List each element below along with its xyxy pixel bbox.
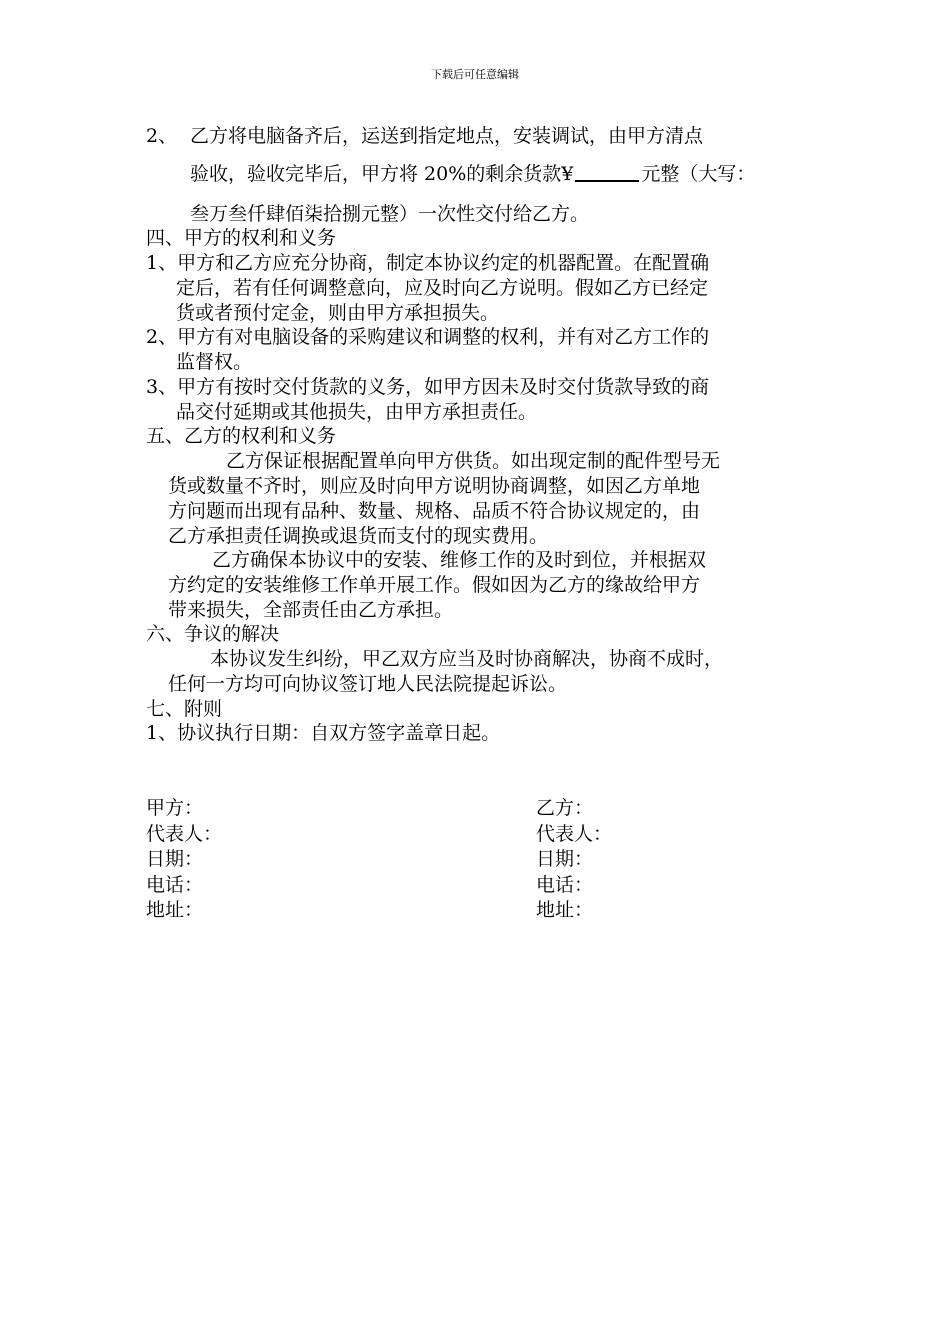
page-header: 下载后可任意编辑 (431, 68, 519, 81)
section-heading: 七、附则 (146, 698, 223, 720)
paragraph-line: 监督权。 (176, 351, 253, 373)
paragraph-line: 货或者预付定金，则由甲方承担损失。 (176, 302, 500, 324)
section-heading: 四、甲方的权利和义务 (146, 227, 337, 249)
paragraph-line: 方问题而出现有品种、数量、规格、品质不符合协议规定的，由 (168, 500, 701, 522)
party-b-label: 乙方： (536, 797, 594, 819)
party-a-label: 甲方： (146, 797, 204, 819)
party-b-signature (536, 796, 612, 924)
paragraph-line: 叁万叁仟肆佰柒拾捌元整）一次性交付给乙方。 (190, 203, 590, 225)
payment-text: 验收，验收完毕后，甲方将 20%的剩余货款¥ (190, 163, 574, 185)
party-a-address: 地址： (146, 899, 204, 921)
paragraph-line (190, 162, 755, 186)
paragraph-line: 1、甲方和乙方应充分协商，制定本协议约定的机器配置。在配置确 (146, 252, 710, 274)
paragraph-line: 乙方将电脑备齐后，运送到指定地点，安装调试，由甲方清点 (190, 125, 704, 147)
party-b-address: 地址： (536, 899, 594, 921)
party-b-representative: 代表人： (536, 822, 613, 845)
paragraph-line: 带来损失，全部责任由乙方承担。 (168, 599, 454, 621)
party-a-phone: 电话： (146, 873, 204, 896)
party-b-date: 日期： (536, 848, 594, 870)
paragraph-line: 2、甲方有对电脑设备的采购建议和调整的权利，并有对乙方工作的 (146, 326, 710, 348)
paragraph-line: 3、甲方有按时交付货款的义务，如甲方因未及时交付货款导致的商 (146, 376, 710, 398)
party-a-signature (146, 796, 222, 924)
paragraph-line: 任何一方均可向协议签订地人民法院提起诉讼。 (168, 673, 568, 695)
item-number: 2、 (146, 125, 178, 147)
amount-blank (575, 162, 639, 182)
paragraph-line: 乙方保证根据配置单向甲方供货。如出现定制的配件型号无 (226, 450, 721, 472)
paragraph-line: 1、协议执行日期：自双方签字盖章日起。 (146, 722, 501, 744)
paragraph-line: 本协议发生纠纷，甲乙双方应当及时协商解决，协商不成时， (210, 648, 724, 670)
paragraph-line: 定后，若有任何调整意向，应及时向乙方说明。假如乙方已经定 (176, 277, 709, 299)
paragraph-line: 乙方确保本协议中的安装、维修工作的及时到位，并根据双 (212, 549, 707, 571)
party-b-phone: 电话： (536, 873, 594, 896)
section-heading: 六、争议的解决 (146, 623, 280, 645)
paragraph-line: 货或数量不齐时，则应及时向甲方说明协商调整，如因乙方单地 (168, 475, 701, 497)
paragraph-line: 品交付延期或其他损失，由甲方承担责任。 (176, 401, 538, 423)
paragraph-line: 乙方承担责任调换或退货而支付的现实费用。 (168, 525, 549, 547)
payment-text-end: 元整（大写： (641, 163, 756, 185)
party-a-date: 日期： (146, 848, 204, 870)
section-heading: 五、乙方的权利和义务 (146, 425, 337, 447)
party-a-representative: 代表人： (146, 822, 223, 845)
paragraph-line: 方约定的安装维修工作单开展工作。假如因为乙方的缘故给甲方 (168, 574, 701, 596)
